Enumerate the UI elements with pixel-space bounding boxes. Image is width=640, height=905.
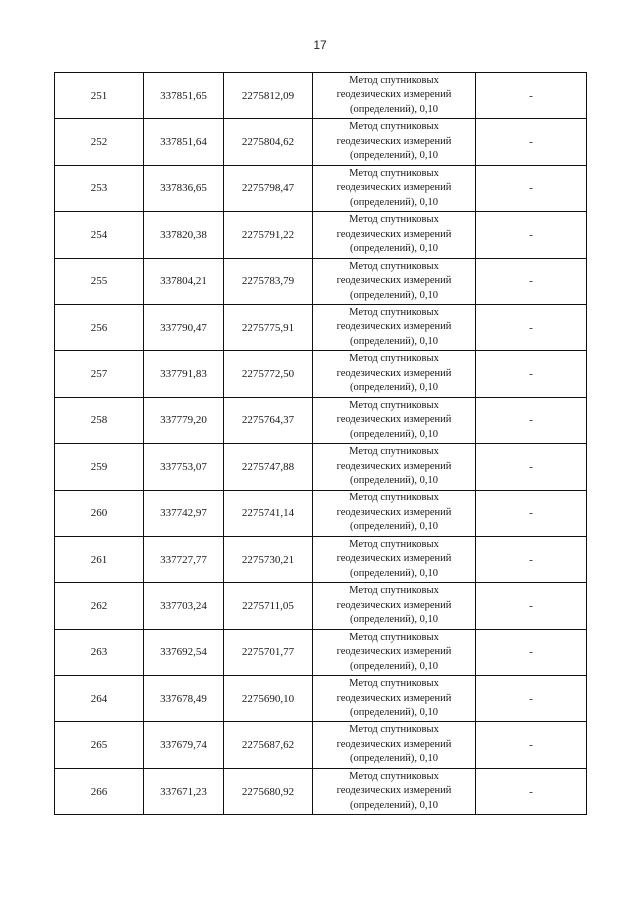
coordinate-y-cell: 2275798,47 xyxy=(224,165,313,211)
table-row xyxy=(55,444,587,490)
page-number: 17 xyxy=(313,38,327,52)
method-text-line: (определений), 0,10 xyxy=(349,707,439,719)
point-number-cell: 253 xyxy=(55,165,144,211)
coordinate-x-cell: 337851,64 xyxy=(144,119,224,165)
method-text-line: Метод спутниковых xyxy=(349,121,439,133)
coordinate-x-cell: 337671,23 xyxy=(144,768,224,814)
method-text-line: геодезических измерений xyxy=(336,553,452,565)
note-cell: - xyxy=(476,444,587,490)
coordinate-y-cell: 2275680,92 xyxy=(224,768,313,814)
note-cell: - xyxy=(476,768,587,814)
method-cell xyxy=(313,676,476,722)
method-cell xyxy=(313,212,476,258)
point-number-cell: 256 xyxy=(55,304,144,350)
coordinate-x-cell: 337804,21 xyxy=(144,258,224,304)
point-number-cell: 255 xyxy=(55,258,144,304)
method-text-line: Метод спутниковых xyxy=(349,260,439,272)
coordinate-x-cell: 337790,47 xyxy=(144,304,224,350)
note-cell: - xyxy=(476,165,587,211)
method-text-line: геодезических измерений xyxy=(336,135,452,147)
point-number-cell: 266 xyxy=(55,768,144,814)
coordinate-y-cell: 2275783,79 xyxy=(224,258,313,304)
coordinate-y-cell: 2275764,37 xyxy=(224,397,313,443)
coordinate-x-cell: 337851,65 xyxy=(144,73,224,119)
coordinate-x-cell: 337692,54 xyxy=(144,629,224,675)
method-cell xyxy=(313,444,476,490)
coordinate-y-cell: 2275747,88 xyxy=(224,444,313,490)
point-number-cell: 261 xyxy=(55,536,144,582)
method-text-line: Метод спутниковых xyxy=(349,306,439,318)
method-cell xyxy=(313,722,476,768)
point-number-cell: 257 xyxy=(55,351,144,397)
coordinate-x-cell: 337753,07 xyxy=(144,444,224,490)
note-cell: - xyxy=(476,536,587,582)
method-text-line: Метод спутниковых xyxy=(349,770,439,782)
table-row xyxy=(55,165,587,211)
method-text-line: Метод спутниковых xyxy=(349,724,439,736)
table-row xyxy=(55,490,587,536)
method-cell xyxy=(313,536,476,582)
method-text-line: геодезических измерений xyxy=(336,646,452,658)
note-cell: - xyxy=(476,119,587,165)
note-cell: - xyxy=(476,490,587,536)
table-row xyxy=(55,351,587,397)
table-row xyxy=(55,212,587,258)
point-number-cell: 251 xyxy=(55,73,144,119)
method-text-line: Метод спутниковых xyxy=(349,74,439,86)
point-number-cell: 265 xyxy=(55,722,144,768)
coordinate-y-cell: 2275690,10 xyxy=(224,676,313,722)
coordinate-y-cell: 2275711,05 xyxy=(224,583,313,629)
method-text-line: геодезических измерений xyxy=(336,692,452,704)
method-text-line: геодезических измерений xyxy=(336,367,452,379)
table-row xyxy=(55,768,587,814)
method-cell xyxy=(313,629,476,675)
point-number-cell: 263 xyxy=(55,629,144,675)
point-number-cell: 260 xyxy=(55,490,144,536)
method-text-line: Метод спутниковых xyxy=(349,399,439,411)
method-text-line: (определений), 0,10 xyxy=(349,243,439,255)
note-cell: - xyxy=(476,583,587,629)
coordinate-y-cell: 2275730,21 xyxy=(224,536,313,582)
method-text-line: (определений), 0,10 xyxy=(349,521,439,533)
method-text-line: (определений), 0,10 xyxy=(349,799,439,811)
method-text-line: (определений), 0,10 xyxy=(349,753,439,765)
point-number-cell: 259 xyxy=(55,444,144,490)
method-text-line: Метод спутниковых xyxy=(349,678,439,690)
coordinates-table-body xyxy=(55,73,587,815)
method-text-line: геодезических измерений xyxy=(336,275,452,286)
note-cell: - xyxy=(476,212,587,258)
method-text-line: (определений), 0,10 xyxy=(349,382,439,394)
coordinate-x-cell: 337836,65 xyxy=(144,165,224,211)
note-cell: - xyxy=(476,73,587,119)
method-text-line: геодезических измерений xyxy=(336,460,452,472)
method-cell xyxy=(313,768,476,814)
method-text-line: геодезических измерений xyxy=(336,182,452,194)
coordinate-y-cell: 2275804,62 xyxy=(224,119,313,165)
table-row xyxy=(55,676,587,722)
method-cell xyxy=(313,165,476,211)
method-text-line: (определений), 0,10 xyxy=(349,428,439,440)
note-cell: - xyxy=(476,397,587,443)
method-text-line: (определений), 0,10 xyxy=(349,567,439,579)
coordinate-x-cell: 337791,83 xyxy=(144,351,224,397)
table-row xyxy=(55,119,587,165)
method-cell xyxy=(313,490,476,536)
coordinates-table xyxy=(54,72,587,815)
method-text-line: (определений), 0,10 xyxy=(349,335,439,347)
method-text-line: Метод спутниковых xyxy=(349,492,439,504)
method-text-line: геодезических измерений xyxy=(336,506,452,518)
table-row xyxy=(55,397,587,443)
coordinate-y-cell: 2275701,77 xyxy=(224,629,313,675)
method-text-line: Метод спутниковых xyxy=(349,353,439,365)
method-text-line: (определений), 0,10 xyxy=(349,614,439,626)
method-text-line: Метод спутниковых xyxy=(349,214,439,226)
method-text-line: (определений), 0,10 xyxy=(349,475,439,487)
method-cell xyxy=(313,258,476,304)
method-cell xyxy=(313,119,476,165)
note-cell: - xyxy=(476,722,587,768)
point-number-cell: 264 xyxy=(55,676,144,722)
method-cell xyxy=(313,304,476,350)
note-cell: - xyxy=(476,304,587,350)
point-number-cell: 258 xyxy=(55,397,144,443)
coordinate-y-cell: 2275772,50 xyxy=(224,351,313,397)
method-text-line: геодезических измерений xyxy=(336,321,452,333)
coordinate-x-cell: 337727,77 xyxy=(144,536,224,582)
method-text-line: геодезических измерений xyxy=(336,414,452,426)
coordinate-x-cell: 337678,49 xyxy=(144,676,224,722)
method-text-line: Метод спутниковых xyxy=(349,167,439,179)
point-number-cell: 254 xyxy=(55,212,144,258)
note-cell: - xyxy=(476,258,587,304)
table-row xyxy=(55,629,587,675)
method-text-line: (определений), 0,10 xyxy=(349,660,439,672)
method-text-line: (определений), 0,10 xyxy=(349,196,439,208)
method-text-line: (определений), 0,10 xyxy=(349,150,439,162)
point-number-cell: 262 xyxy=(55,583,144,629)
coordinate-x-cell: 337703,24 xyxy=(144,583,224,629)
method-cell xyxy=(313,73,476,119)
note-cell: - xyxy=(476,629,587,675)
method-text-line: геодезических измерений xyxy=(336,738,452,750)
table-row xyxy=(55,258,587,304)
method-text-line: Метод спутниковых xyxy=(349,631,439,643)
coordinate-y-cell: 2275812,09 xyxy=(224,73,313,119)
method-cell xyxy=(313,397,476,443)
coordinate-y-cell: 2275775,91 xyxy=(224,304,313,350)
method-text-line: геодезических измерений xyxy=(336,228,452,240)
table-row xyxy=(55,304,587,350)
coordinate-x-cell: 337679,74 xyxy=(144,722,224,768)
coordinate-x-cell: 337742,97 xyxy=(144,490,224,536)
method-text-line: геодезических измерений xyxy=(336,785,452,797)
table-row xyxy=(55,722,587,768)
table-row xyxy=(55,73,587,119)
point-number-cell: 252 xyxy=(55,119,144,165)
coordinate-y-cell: 2275687,62 xyxy=(224,722,313,768)
note-cell: - xyxy=(476,676,587,722)
coordinate-x-cell: 337820,38 xyxy=(144,212,224,258)
table-row xyxy=(55,583,587,629)
coordinate-x-cell: 337779,20 xyxy=(144,397,224,443)
coordinate-y-cell: 2275791,22 xyxy=(224,212,313,258)
method-text-line: Метод спутниковых xyxy=(349,446,439,458)
method-text-line: Метод спутниковых xyxy=(349,585,439,597)
method-text-line: геодезических измерений xyxy=(336,89,452,101)
note-cell: - xyxy=(476,351,587,397)
method-text-line: (определений), 0,10 xyxy=(349,103,439,115)
method-cell xyxy=(313,583,476,629)
method-text-line: Метод спутниковых xyxy=(349,538,439,550)
method-cell xyxy=(313,351,476,397)
method-text-line: геодезических измерений xyxy=(336,599,452,611)
table-row xyxy=(55,536,587,582)
coordinate-y-cell: 2275741,14 xyxy=(224,490,313,536)
method-text-line: (определений), 0,10 xyxy=(349,289,439,301)
